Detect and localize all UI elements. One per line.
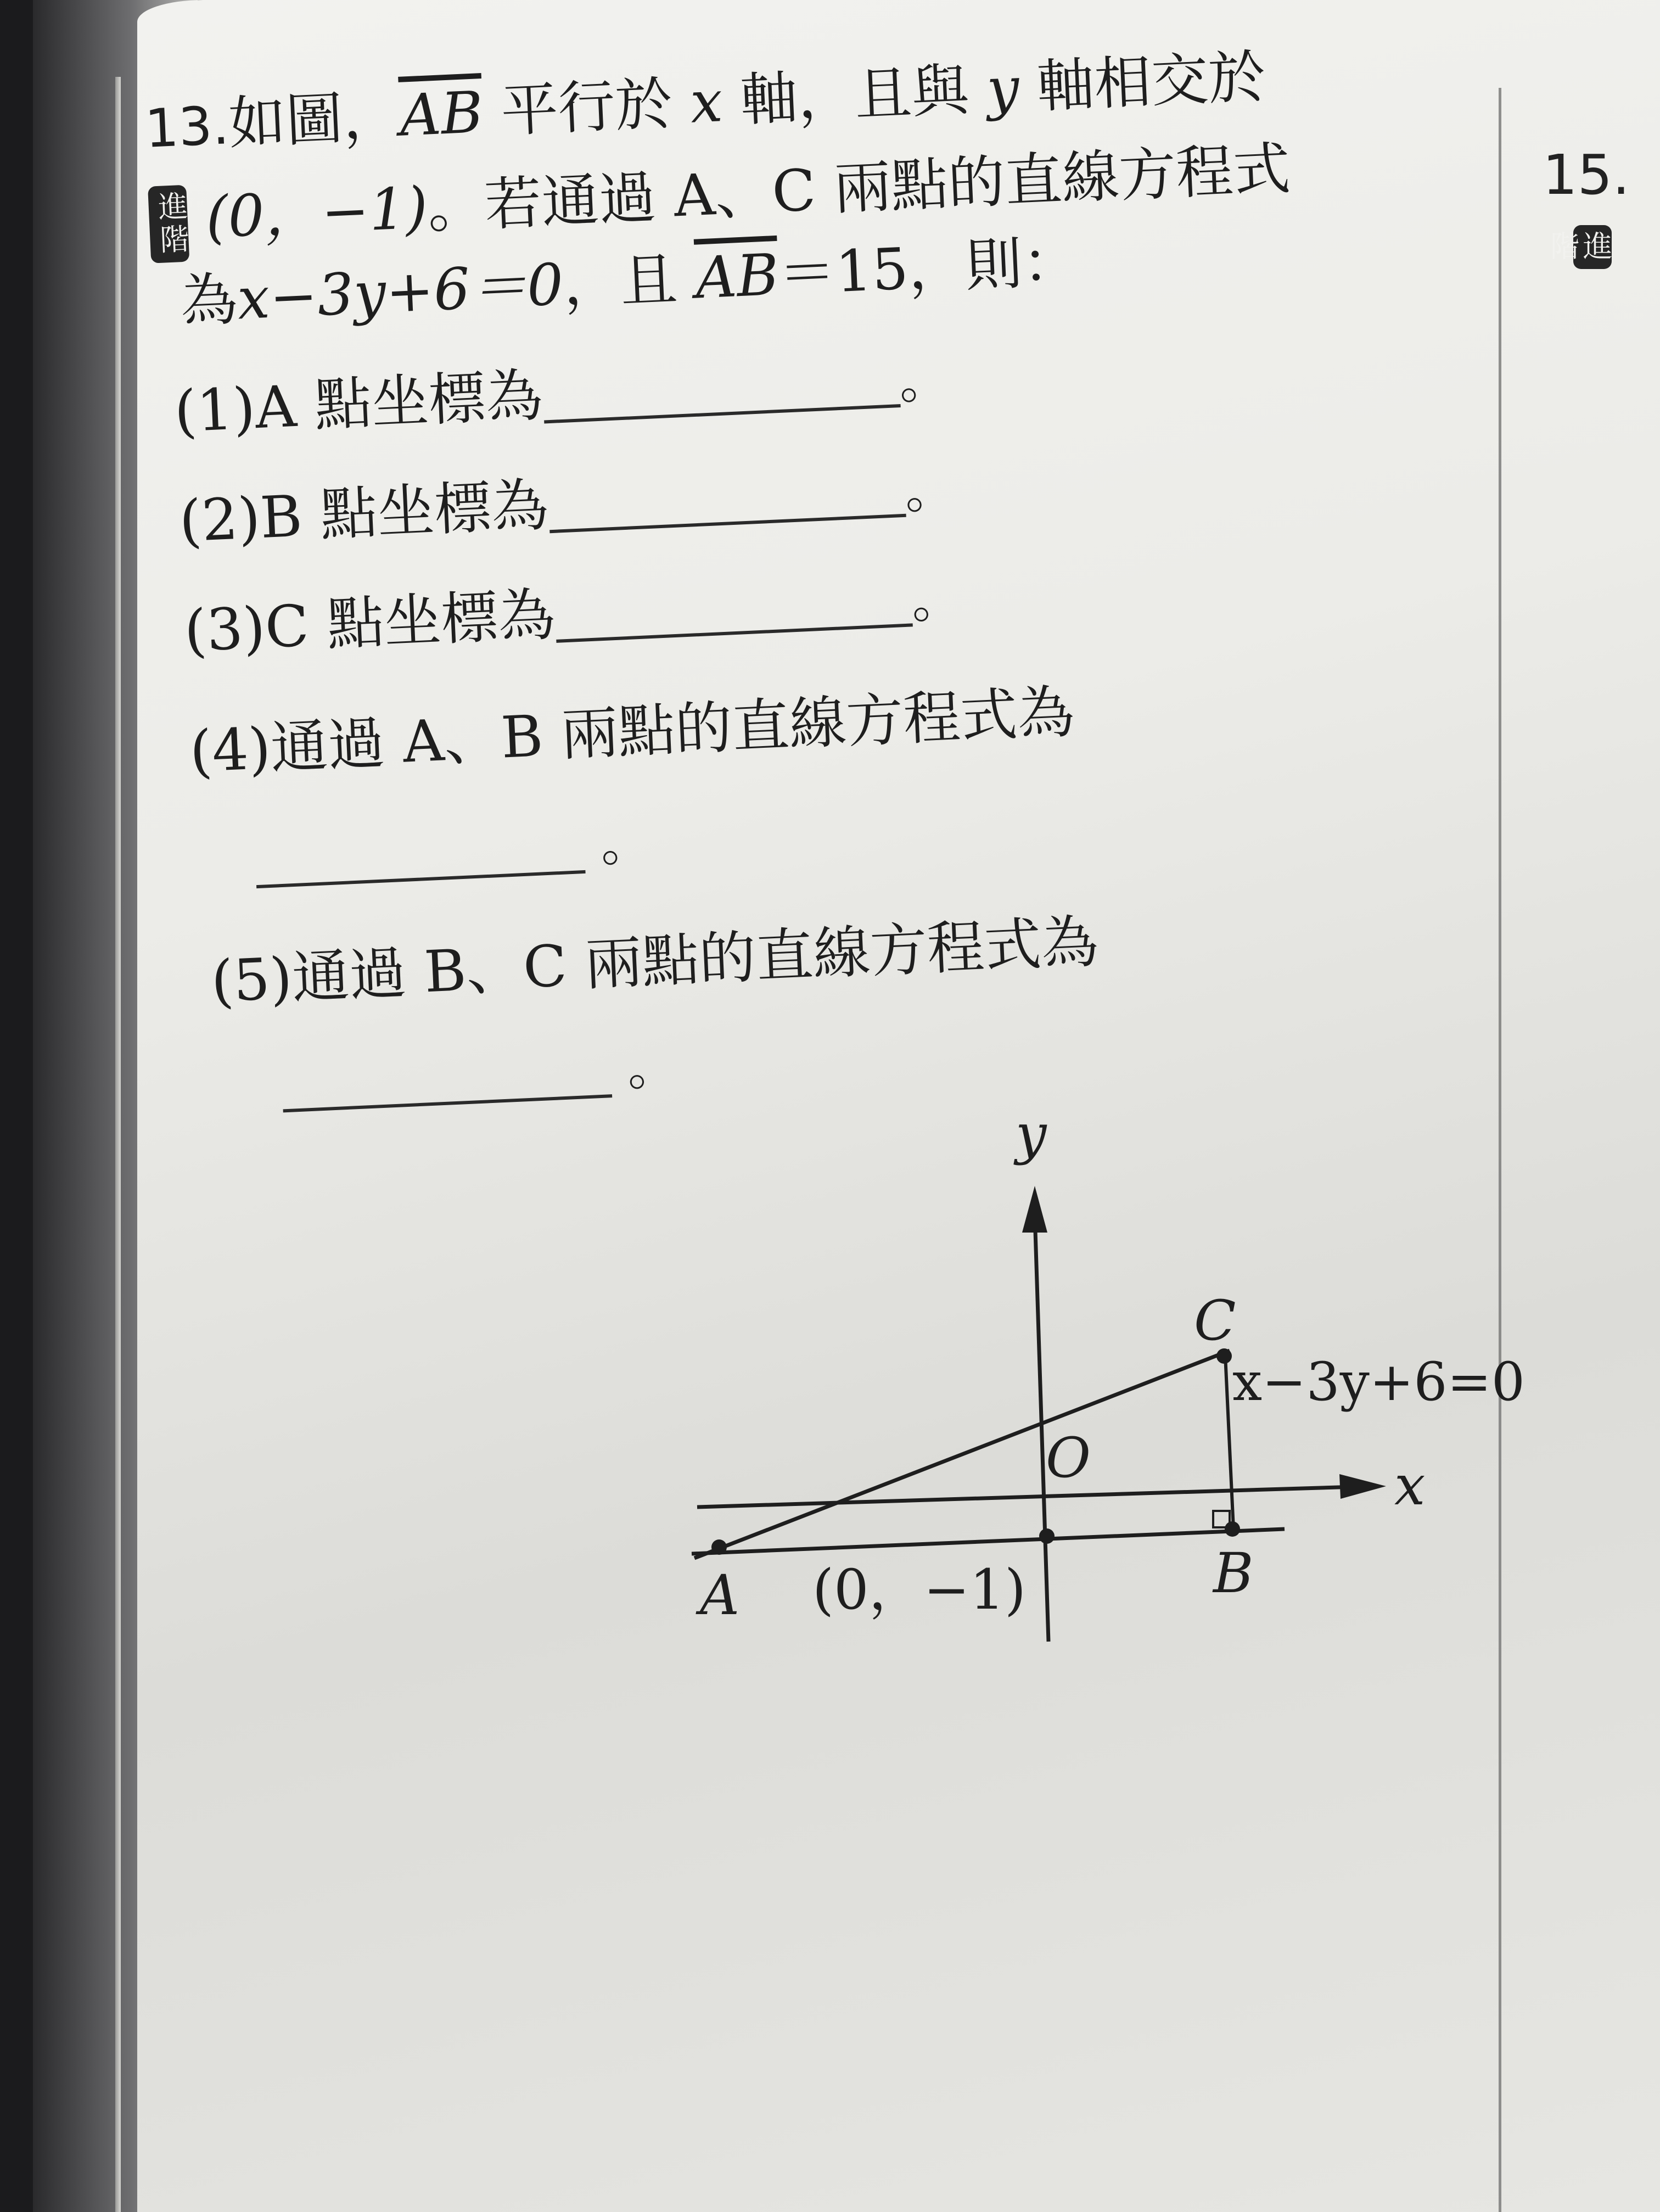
point-b-label: B — [1213, 1541, 1254, 1605]
stem-var-x: x — [688, 68, 724, 136]
intercept-point: (0，−1) — [204, 174, 429, 251]
period: 。 — [898, 351, 950, 411]
y-axis-label: y — [1016, 1102, 1047, 1166]
stem-text: 為 — [178, 265, 239, 335]
intercept-dot — [1039, 1528, 1055, 1544]
point-c-label: C — [1194, 1289, 1236, 1353]
period: 。 — [626, 1037, 678, 1097]
question-text: 通過 A、B 兩點的直線方程式為 — [269, 678, 1076, 782]
point-a-dot — [711, 1539, 727, 1555]
x-axis — [697, 1487, 1356, 1507]
question-text: 通過 B、C 兩點的直線方程式為 — [290, 908, 1100, 1012]
intercept-label: (0，−1) — [812, 1558, 1027, 1622]
period: 。 — [910, 570, 963, 630]
origin-label: O — [1046, 1426, 1091, 1490]
stem-text: ＝15，則： — [777, 227, 1081, 308]
next-problem-number: 15. — [1543, 143, 1630, 207]
point-a-label: A — [700, 1563, 740, 1627]
equation-label: x−3y+6=0 — [1232, 1351, 1525, 1413]
question-text: B 點坐標為 — [259, 471, 550, 552]
problem-number: 13. — [143, 94, 231, 160]
point-b-dot — [1225, 1521, 1240, 1537]
period: 。 — [904, 460, 956, 520]
x-axis-label: x — [1394, 1453, 1426, 1517]
stem-text: 平行於 — [481, 69, 692, 145]
stem-text: 軸，且與 — [721, 55, 989, 135]
question-text: A 點坐標為 — [254, 361, 545, 442]
question-label: (4) — [188, 714, 272, 786]
question-label: (1) — [172, 374, 257, 445]
stem-text: 軸相交於 — [1017, 43, 1267, 121]
stem-text: 如圖， — [227, 82, 402, 157]
stem-text: 。若通過 A、C 兩點的直線方程式 — [426, 135, 1292, 241]
segment-ab-line — [692, 1529, 1285, 1554]
question-label: (3) — [183, 593, 267, 665]
period: 。 — [599, 813, 652, 873]
stem-text: ，且 — [562, 244, 697, 318]
x-axis-arrow — [1339, 1474, 1386, 1499]
next-problem-advanced-tag: 進階 — [1573, 225, 1612, 269]
question-label: (2) — [178, 484, 262, 555]
question-text: C 點坐標為 — [263, 580, 557, 661]
line-ac — [694, 1351, 1230, 1558]
advanced-tag: 進階 — [148, 185, 189, 264]
line-equation: x−3y+6＝0 — [235, 250, 565, 333]
segment-ab: $\overline{AB}$ — [694, 240, 781, 312]
segment-ab: $\overline{AB}$ — [398, 79, 485, 149]
y-axis-arrow — [1022, 1186, 1047, 1233]
stem-var-y: y — [985, 54, 1021, 123]
question-label: (5) — [210, 944, 294, 1015]
